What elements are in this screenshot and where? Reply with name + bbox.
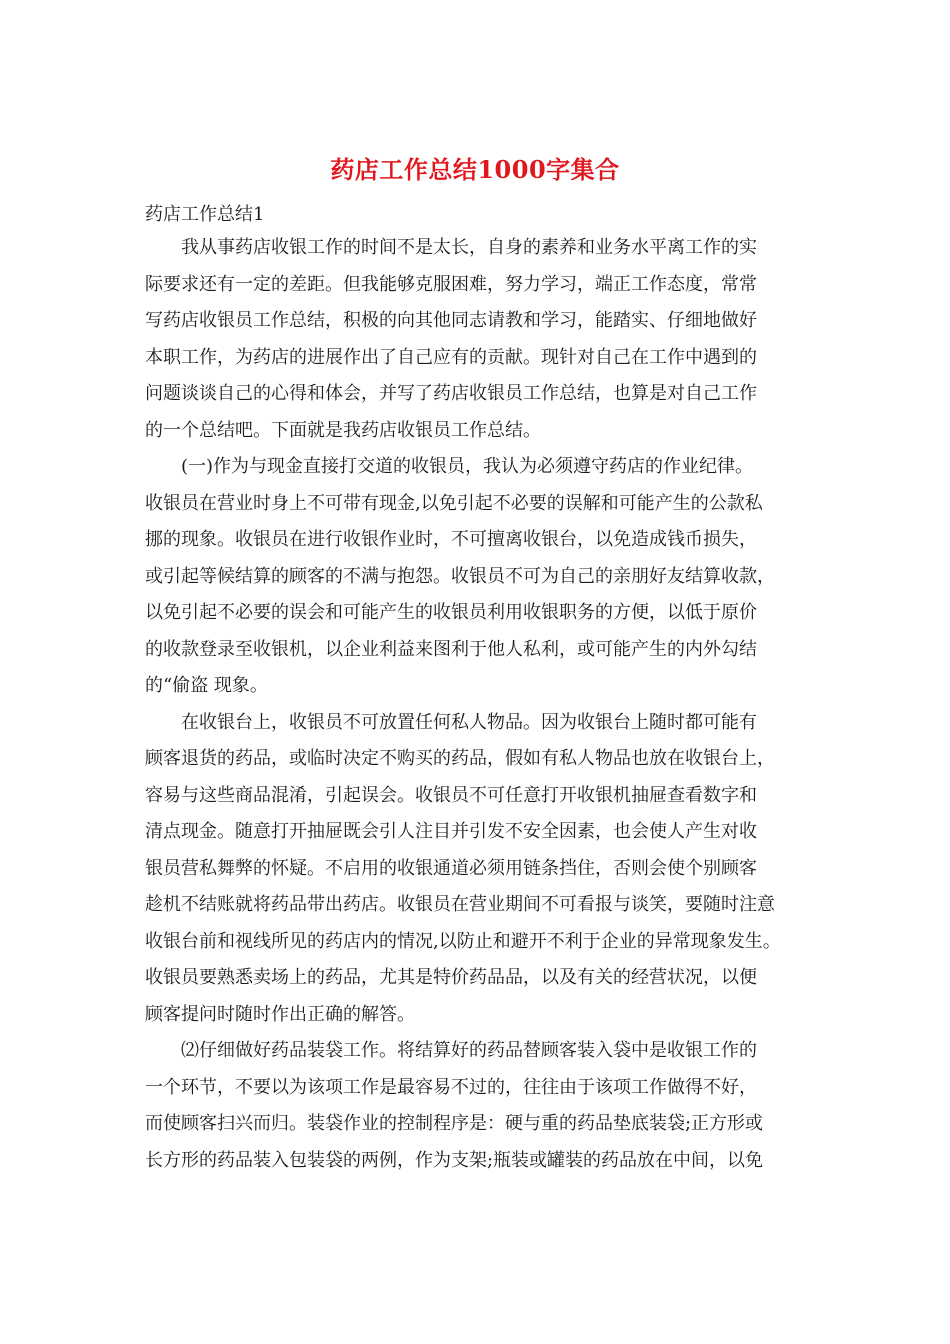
- text-line: 收银台前和视线所见的药店内的情况,以防止和避开不利于企业的异常现象发生。: [145, 930, 781, 952]
- text-line: 收银员在营业时身上不可带有现金,以免引起不必要的误解和可能产生的公款私: [145, 492, 763, 514]
- text-line: 以免引起不必要的误会和可能产生的收银员利用收银职务的方便，以低于原价: [145, 602, 757, 623]
- text-line: 而使顾客扫兴而归。装袋作业的控制程序是：硬与重的药品垫底装袋;正方形或: [145, 1113, 764, 1134]
- text-line: 银员营私舞弊的怀疑。不启用的收银通道必须用链条挡住，否则会使个别顾客: [145, 857, 757, 879]
- text-line: 的一个总结吧。下面就是我药店收银员工作总结。: [145, 419, 541, 441]
- text-line: 问题谈谈自己的心得和体会，并写了药店收银员工作总结，也算是对自己工作: [145, 383, 757, 404]
- text-line: 清点现金。随意打开抽屉既会引人注目并引发不安全因素，也会使人产生对收: [145, 821, 757, 842]
- section-heading: 药店工作总结1: [145, 204, 265, 225]
- text-line: 收银员要熟悉卖场上的药品，尤其是特价药品品，以及有关的经营状况，以便: [145, 967, 757, 988]
- text-line: 容易与这些商品混淆，引起误会。收银员不可任意打开收银机抽屉查看数字和: [145, 784, 757, 806]
- text-line: 或引起等候结算的顾客的不满与抱怨。收银员不可为自己的亲朋好友结算收款，: [145, 565, 775, 587]
- text-line: 本职工作，为药店的进展作出了自己应有的贡献。现针对自己在工作中遇到的: [145, 346, 757, 368]
- text-line: 际要求还有一定的差距。但我能够克服困难，努力学习，端正工作态度，常常: [145, 273, 757, 295]
- text-line: 长方形的药品装入包装袋的两例，作为支架;瓶装或罐装的药品放在中间，以免: [145, 1149, 764, 1171]
- body-text: [145, 230, 805, 1179]
- text-line: 顾客退货的药品，或临时决定不购买的药品，假如有私人物品也放在收银台上，: [145, 748, 775, 769]
- text-line: (一)作为与现金直接打交道的收银员，我认为必须遵守药店的作业纪律。: [145, 456, 754, 477]
- text-line: 趁机不结账就将药品带出药店。收银员在营业期间不可看报与谈笑，要随时注意: [145, 894, 775, 915]
- text-line: 写药店收银员工作总结，积极的向其他同志请教和学习，能踏实、仔细地做好: [145, 310, 757, 331]
- text-line: 的收款登录至收银机，以企业利益来图利于他人私利，或可能产生的内外勾结: [145, 638, 757, 660]
- document-title: 药店工作总结1000字集合: [330, 155, 620, 184]
- text-line: ⑵仔细做好药品装袋工作。将结算好的药品替顾客装入袋中是收银工作的: [145, 1040, 757, 1061]
- text-line: 我从事药店收银工作的时间不是太长，自身的素养和业务水平离工作的实: [145, 237, 757, 258]
- text-line: 的“偷盗 现象。: [145, 675, 268, 696]
- text-line: 在收银台上，收银员不可放置任何私人物品。因为收银台上随时都可能有: [145, 711, 757, 733]
- text-line: 一个环节，不要以为该项工作是最容易不过的，往往由于该项工作做得不好，: [145, 1076, 757, 1098]
- text-line: 顾客提问时随时作出正确的解答。: [145, 1003, 415, 1025]
- text-line: 挪的现象。收银员在进行收银作业时，不可擅离收银台，以免造成钱币损失，: [145, 529, 757, 550]
